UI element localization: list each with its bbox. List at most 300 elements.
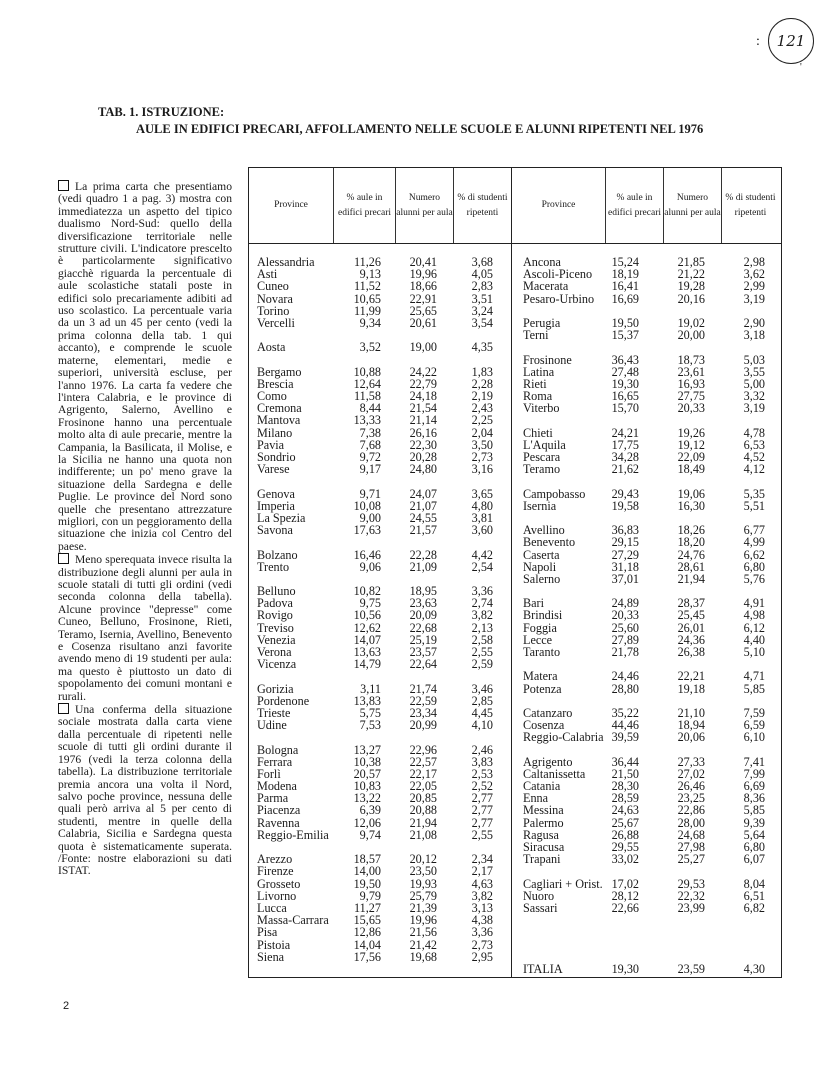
table-cell: 16,69 (611, 291, 639, 306)
table-cell: 2,83 (471, 279, 493, 294)
table-cell: 4,80 (471, 498, 493, 513)
province-name: Pavia (257, 437, 285, 452)
table-cell: 24,76 (677, 547, 705, 562)
table-cell: 22,21 (677, 669, 705, 684)
table-cell: 23,63 (409, 596, 437, 611)
table-cell: 29,15 (611, 535, 639, 550)
row-spacer (729, 939, 765, 951)
province-name: Teramo (523, 462, 561, 477)
row-spacer (603, 744, 639, 756)
table-cell: 24,63 (611, 803, 639, 818)
province-name: Livorno (257, 888, 297, 903)
table-cell: 5,76 (743, 571, 765, 586)
province-name: Treviso (257, 620, 294, 635)
row-spacer (345, 475, 381, 487)
stamp-mark: : (756, 34, 760, 49)
header-alunni-right: Numero alunni per aula (663, 168, 721, 243)
province-name: Verona (257, 645, 292, 659)
table-cell: 16,46 (353, 547, 381, 562)
province-name: Cuneo (257, 279, 289, 294)
table-cell: 9,34 (359, 315, 381, 330)
province-name: Piacenza (257, 803, 301, 818)
province-name: Campobasso (523, 486, 586, 501)
square-bullet-icon (58, 553, 69, 564)
table-cell: 28,61 (677, 559, 705, 574)
table-cell: 6,77 (743, 523, 765, 538)
table-cell: 3,46 (471, 681, 493, 696)
table-cell: 7,38 (359, 425, 381, 440)
table-cell: 6,80 (743, 840, 765, 854)
table-cell: 22,09 (677, 450, 705, 464)
table-cell: 24,21 (611, 425, 639, 440)
province-name: Pistoia (257, 937, 291, 952)
table-cell: 2,77 (471, 803, 493, 818)
table-cell: 19,06 (677, 486, 705, 501)
table-cell: 4,91 (743, 596, 765, 611)
table-cell: 4,78 (743, 425, 765, 440)
province-name: Matera (523, 669, 558, 684)
header-ripetenti-left: % di studenti ripetenti (453, 168, 511, 243)
province-name: Ragusa (523, 827, 559, 842)
table-cell: 5,64 (743, 827, 765, 842)
table-cell: 28,37 (677, 596, 705, 611)
province-name: Modena (257, 779, 297, 794)
table-cell: 2,46 (471, 742, 493, 757)
right-aule-column (603, 256, 639, 975)
table-cell: 20,88 (409, 803, 437, 818)
row-spacer (345, 670, 381, 682)
table-cell: 24,46 (611, 669, 639, 684)
table-cell: 3,82 (471, 888, 493, 903)
table-cell: 3,60 (471, 523, 493, 538)
province-name: Grosseto (257, 876, 301, 891)
table-cell: 26,01 (677, 620, 705, 635)
left-province-column (257, 256, 357, 963)
table-cell: 12,06 (353, 815, 381, 830)
province-name: Messina (523, 803, 564, 818)
province-name: Benevento (523, 535, 576, 550)
province-name: Pescara (523, 450, 561, 464)
table-cell: 9,06 (359, 559, 381, 574)
commentary-column (58, 180, 232, 878)
table-cell: 25,67 (611, 815, 639, 830)
table-cell: 22,57 (409, 754, 437, 769)
row-spacer (401, 354, 437, 366)
row-spacer (257, 731, 357, 743)
table-cell: 20,09 (409, 608, 437, 623)
table-cell: 24,55 (409, 510, 437, 525)
table-cell: 24,18 (409, 389, 437, 404)
table-cell: 9,71 (359, 486, 381, 501)
province-name: Arezzo (257, 852, 293, 867)
table-cell: 25,27 (677, 852, 705, 867)
table-cell: 20,57 (353, 766, 381, 781)
stamp-tick: ' (800, 62, 802, 73)
table-cell: 27,29 (611, 547, 639, 562)
table-cell: 21,94 (677, 571, 705, 586)
header-ripetenti-right: % di studenti ripetenti (721, 168, 779, 243)
table-cell: 22,91 (409, 291, 437, 306)
province-name: Viterbo (523, 401, 560, 416)
table-cell: 21,07 (409, 498, 437, 513)
table-cell: 3,81 (471, 510, 493, 525)
table-cell: 21,50 (611, 766, 639, 781)
table-cell: 22,64 (409, 657, 437, 672)
table-cell: 13,33 (353, 413, 381, 428)
province-name: Massa-Carrara (257, 913, 329, 928)
province-name: Sassari (523, 900, 558, 915)
table-cell: 8,36 (743, 791, 765, 806)
table-cell: 23,61 (677, 364, 705, 379)
province-name: Cosenza (523, 718, 565, 733)
table-cell: 14,04 (353, 937, 381, 952)
row-spacer (257, 536, 357, 548)
table-cell: 16,41 (611, 279, 639, 294)
table-cell: 23,25 (677, 791, 705, 806)
table-cell: 2,53 (471, 766, 493, 781)
row-spacer (457, 731, 493, 743)
row-spacer (401, 731, 437, 743)
table-cell: 28,30 (611, 779, 639, 794)
table-cell: 9,75 (359, 596, 381, 611)
table-cell: 25,45 (677, 608, 705, 623)
province-name: Caserta (523, 547, 560, 562)
table-cell: 9,72 (359, 450, 381, 464)
table-cell: 5,85 (743, 803, 765, 818)
table-cell: 19,50 (611, 315, 639, 330)
province-name: Nuoro (523, 888, 555, 903)
province-name: Reggio-Emilia (257, 827, 329, 842)
province-name: Udine (257, 718, 287, 733)
row-spacer (457, 475, 493, 487)
row-spacer (603, 939, 639, 951)
province-name: Chieti (523, 425, 553, 440)
province-name: Catanzaro (523, 705, 573, 720)
row-spacer (603, 926, 639, 938)
table-cell: 2,19 (471, 389, 493, 404)
table-cell: 3,11 (360, 681, 381, 696)
province-name: Firenze (257, 864, 294, 879)
table-cell: 28,00 (677, 815, 705, 830)
table-cell: 6,59 (743, 718, 765, 733)
table-cell: 7,53 (359, 718, 381, 733)
table-cell: 16,30 (677, 498, 705, 513)
table-cell: 10,56 (353, 608, 381, 623)
province-name: Como (257, 389, 287, 404)
table-cell: 3,24 (471, 303, 493, 318)
province-name: Rieti (523, 376, 547, 391)
table-cell: 24,36 (677, 632, 705, 647)
province-name: Vercelli (257, 315, 295, 330)
table-cell: 2,52 (471, 779, 493, 794)
table-cell: 4,38 (471, 913, 493, 928)
table-cell: 21,78 (611, 645, 639, 659)
province-name: Savona (257, 523, 293, 538)
table-cell: 22,59 (409, 693, 437, 708)
province-name: Roma (523, 389, 553, 404)
table-cell: 20,16 (677, 291, 705, 306)
province-name: Ascoli-Piceno (523, 267, 593, 282)
left-aule-column (345, 256, 381, 963)
table-cell: 8,04 (743, 876, 765, 891)
row-spacer (457, 536, 493, 548)
table-cell: 3,51 (471, 291, 493, 306)
province-name: Pisa (257, 925, 278, 940)
table-cell: 16,65 (611, 389, 639, 404)
table-cell: 21,39 (409, 900, 437, 915)
table-cell: 5,85 (743, 681, 765, 696)
table-cell: 4,42 (471, 547, 493, 562)
province-name: Ancona (523, 255, 561, 269)
table-cell: 2,17 (471, 864, 493, 879)
table-cell: 3,19 (743, 401, 765, 416)
province-name: Ravenna (257, 815, 300, 830)
table-cell: 27,75 (677, 389, 705, 404)
title-line-2: AULE IN EDIFICI PRECARI, AFFOLLAMENTO NELLE SCUOLE E ALUNNI RIPETENTI NEL 1976 (136, 122, 704, 136)
left-ripetenti-column (457, 256, 493, 963)
table-cell: 24,07 (409, 486, 437, 501)
table-cell: 26,38 (677, 645, 705, 659)
table-cell: 3,54 (471, 315, 493, 330)
table-cell: 3,36 (471, 584, 493, 599)
table-cell: 3,68 (471, 255, 493, 269)
province-name: Reggio-Calabria (523, 730, 604, 745)
table-cell: 3,16 (471, 462, 493, 477)
table-cell: 24,22 (409, 364, 437, 379)
table-cell: 2,85 (471, 693, 493, 708)
table-cell: 4,99 (743, 535, 765, 550)
table-cell: 3,32 (743, 389, 765, 404)
table-cell: 6,39 (359, 803, 381, 818)
table-cell: 18,57 (353, 852, 381, 867)
table-cell: 2,59 (471, 657, 493, 672)
province-name: La Spezia (257, 510, 306, 525)
table-cell: 23,57 (409, 645, 437, 659)
table-cell: 20,41 (409, 255, 437, 269)
table-cell: 17,56 (353, 949, 381, 964)
row-spacer (401, 670, 437, 682)
table-cell: 13,22 (353, 791, 381, 806)
table-cell: 2,34 (471, 852, 493, 867)
province-name: Caltanissetta (523, 766, 586, 781)
table-cell: 5,03 (743, 352, 765, 367)
province-name: Venezia (257, 632, 296, 647)
province-name: Rovigo (257, 608, 293, 623)
table-cell: 26,88 (611, 827, 639, 842)
table-cell: 2,74 (471, 596, 493, 611)
table-cell: 2,28 (471, 376, 493, 391)
row-spacer (669, 475, 705, 487)
table-cell: 24,80 (409, 462, 437, 477)
province-name: Bolzano (257, 547, 298, 562)
province-name: ITALIA (523, 961, 563, 976)
table-cell: 19,30 (611, 961, 639, 976)
table-cell: 4,40 (743, 632, 765, 647)
province-name: Enna (523, 791, 549, 806)
province-name: Catania (523, 779, 561, 794)
table-cell: 10,82 (353, 584, 381, 599)
table-cell: 2,90 (743, 315, 765, 330)
table-cell: 35,22 (611, 705, 639, 720)
table-cell: 2,04 (471, 425, 493, 440)
province-name: Potenza (523, 681, 562, 696)
table-cell: 20,00 (677, 328, 705, 343)
table-cell: 19,12 (677, 437, 705, 452)
table-cell: 34,28 (611, 450, 639, 464)
table-cell: 7,59 (743, 705, 765, 720)
table-cell: 29,43 (611, 486, 639, 501)
table-cell: 3,50 (471, 437, 493, 452)
table-divider (511, 243, 512, 977)
left-alunni-column (401, 256, 437, 963)
table-cell: 6,07 (743, 852, 765, 867)
table-cell: 14,79 (353, 657, 381, 672)
table-cell: 17,63 (353, 523, 381, 538)
province-name: Belluno (257, 584, 296, 599)
row-spacer (603, 341, 639, 353)
province-name: Napoli (523, 559, 557, 574)
table-cell: 9,00 (359, 510, 381, 525)
province-name: Milano (257, 425, 293, 440)
province-name: Trieste (257, 705, 291, 720)
table-cell: 21,08 (409, 827, 437, 842)
table-cell: 3,52 (359, 340, 381, 355)
table-cell: 1,83 (471, 364, 493, 379)
table-cell: 18,20 (677, 535, 705, 550)
province-name: Novara (257, 291, 293, 306)
table-cell: 12,86 (353, 925, 381, 940)
table-cell: 21,14 (409, 413, 437, 428)
table-cell: 5,10 (743, 645, 765, 659)
table-cell: 27,48 (611, 364, 639, 379)
province-name: Macerata (523, 279, 569, 294)
title-line-1: TAB. 1. ISTRUZIONE: (98, 105, 225, 119)
province-name: Pesaro-Urbino (523, 291, 595, 306)
row-spacer (669, 341, 705, 353)
table-cell: 14,00 (353, 864, 381, 879)
table-cell: 18,66 (409, 279, 437, 294)
province-name: Terni (523, 328, 549, 343)
table-cell: 2,55 (471, 645, 493, 659)
header-alunni-left: Numero alunni per aula (395, 168, 453, 243)
table-cell: 6,82 (743, 900, 765, 915)
table-cell: 4,35 (471, 340, 493, 355)
row-spacer (729, 475, 765, 487)
province-name: Sondrio (257, 450, 296, 464)
row-spacer (345, 354, 381, 366)
province-name: Brindisi (523, 608, 563, 623)
table-cell: 6,10 (743, 730, 765, 745)
table-cell: 28,80 (611, 681, 639, 696)
table-cell: 10,88 (353, 364, 381, 379)
table-cell: 19,18 (677, 681, 705, 696)
table-cell: 21,09 (409, 559, 437, 574)
row-spacer (669, 914, 705, 926)
table-cell: 18,95 (409, 584, 437, 599)
province-name: Pordenone (257, 693, 310, 708)
table-cell: 19,58 (611, 498, 639, 513)
row-spacer (345, 536, 381, 548)
table-cell: 5,00 (743, 376, 765, 391)
table-cell: 2,43 (471, 401, 493, 416)
table-cell: 2,73 (471, 937, 493, 952)
commentary-paragraph-2: Meno sperequata invece risulta la distribuzione degli alunni per aula in scuole statali di tutti gli ordini (vedi seconda colonna della tabella). Alcune province "depresse" come Cuneo, Belluno, Frosinone, Rieti, Teramo, Isernia, Avellino, Benevento e Cosenza risultano anzi favorite avendo meno di 19 studenti per aula: ma questo è piuttosto un dato di spopolamento dei comuni montani e rurali. (58, 553, 232, 703)
province-name: Siena (257, 949, 285, 964)
table-cell: 14,07 (353, 632, 381, 647)
province-name: Latina (523, 364, 555, 379)
row-spacer (669, 939, 705, 951)
table-cell: 22,17 (409, 766, 437, 781)
table-cell: 2,54 (471, 559, 493, 574)
table-cell: 18,94 (677, 718, 705, 733)
table-cell: 3,62 (743, 267, 765, 282)
row-spacer (603, 475, 639, 487)
table-cell: 24,68 (677, 827, 705, 842)
table-cell: 17,75 (611, 437, 639, 452)
row-spacer (257, 670, 357, 682)
table-cell: 20,99 (409, 718, 437, 733)
table-cell: 2,58 (471, 632, 493, 647)
table-cell: 3,18 (743, 328, 765, 343)
table-cell: 21,94 (409, 815, 437, 830)
province-name: Vicenza (257, 657, 297, 672)
table-cell: 20,85 (409, 791, 437, 806)
province-name: Trento (257, 559, 290, 574)
table-cell: 4,10 (471, 718, 493, 733)
province-name: Genova (257, 486, 295, 501)
table-cell: 18,19 (611, 267, 639, 282)
table-cell: 31,18 (611, 559, 639, 574)
table-cell: 24,89 (611, 596, 639, 611)
row-spacer (603, 414, 639, 426)
table-cell: 27,33 (677, 754, 705, 769)
table-cell: 19,96 (409, 267, 437, 282)
province-name: Parma (257, 791, 289, 806)
province-name: Aosta (257, 340, 286, 355)
table-cell: 19,30 (611, 376, 639, 391)
table-cell: 5,75 (359, 705, 381, 720)
province-name: Alessandria (257, 255, 315, 269)
table-cell: 7,68 (359, 437, 381, 452)
table-cell: 20,61 (409, 315, 437, 330)
table-cell: 21,56 (409, 925, 437, 940)
table-cell: 22,30 (409, 437, 437, 452)
row-spacer (729, 926, 765, 938)
province-name: Foggia (523, 620, 557, 635)
table-cell: 9,79 (359, 888, 381, 903)
table-cell: 25,19 (409, 632, 437, 647)
row-spacer (603, 865, 639, 877)
table-cell: 17,02 (611, 876, 639, 891)
table-cell: 4,52 (743, 450, 765, 464)
table-cell: 6,80 (743, 559, 765, 574)
province-name: Lecce (523, 632, 553, 647)
row-spacer (401, 475, 437, 487)
row-spacer (257, 354, 357, 366)
table-cell: 20,28 (409, 450, 437, 464)
commentary-paragraph-1: La prima carta che presentiamo (vedi quadro 1 a pag. 3) mostra con immediatezza un aspetto del tipico dualismo Nord-Sud: quello della diversificazione territoriale nelle strutture civili. L'indicatore prescelto è particolarmente significativo giacchè riguarda la percentuale di aule scolastiche statali poste in edifici solo precariamente adibiti ad uso scolastico. La percentuale varia da un 3 ad un 45 per cento (vedi la prima colonna della tab. 1 qui accanto), e comprende le scuole materne, elementari, medie e superiori, università escluse, per l'anno 1976. La carta fa vedere che l'intera Calabria, e le province di Agrigento, Salerno, Avellino e Frosinone hanno una percentuale molto alta di aule precarie, mentre la Campania, la Basilicata, il Molise, e la Sicilia ne hanno una quota non indifferente; un po' meno grave la situazione della Sardegna e delle Puglie. Le province del Nord sono quelle che presentano attrezzature migliori, con un peggioramento della situazione che inizia col Centro del paese. (58, 180, 232, 553)
province-name: Bergamo (257, 364, 302, 379)
table-cell: 22,32 (677, 888, 705, 903)
table-cell: 21,62 (611, 462, 639, 477)
table-cell: 6,62 (743, 547, 765, 562)
table-cell: 10,38 (353, 754, 381, 769)
table-cell: 7,41 (743, 754, 765, 769)
province-name: Bari (523, 596, 544, 611)
table-cell: 4,45 (471, 705, 493, 720)
table-cell: 15,37 (611, 328, 639, 343)
table-cell: 4,71 (743, 669, 765, 684)
